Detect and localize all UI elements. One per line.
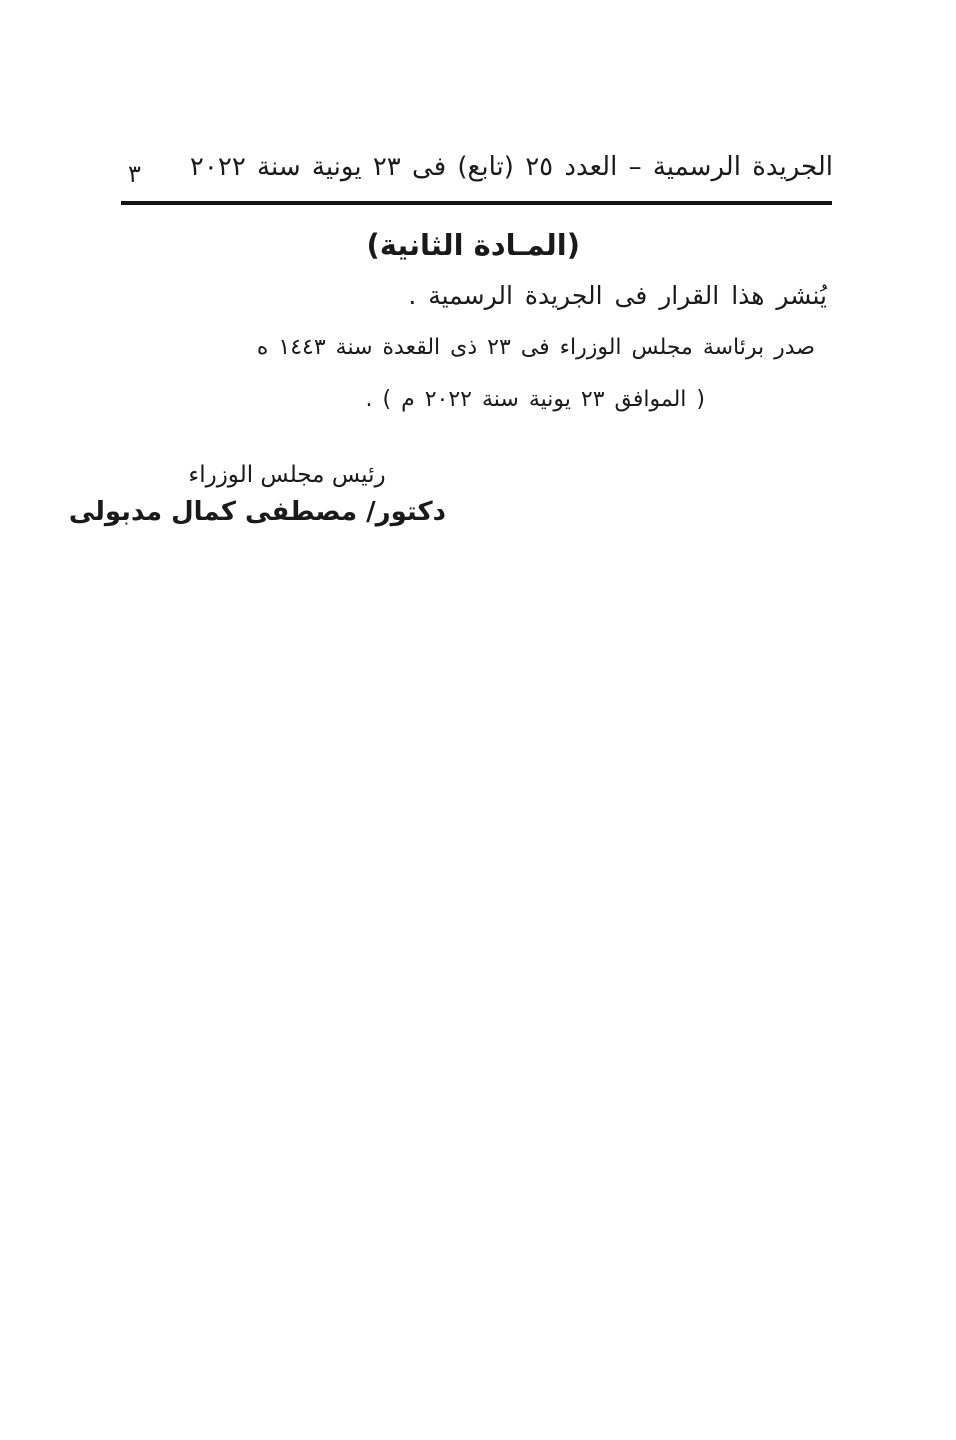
signature-title: رئيس مجلس الوزراء <box>188 462 386 488</box>
article-issued-line: صدر برئاسة مجلس الوزراء فى ٢٣ ذى القعدة سنة ١٤٤٣ ه <box>256 335 815 360</box>
gazette-header-line: الجريدة الرسمية – العدد ٢٥ (تابع) فى ٢٣ يونية سنة ٢٠٢٢ <box>189 152 833 182</box>
header-rule <box>121 201 832 205</box>
article-gregorian-date-line: ( الموافق ٢٣ يونية سنة ٢٠٢٢ م ) . <box>365 387 705 412</box>
page-number: ٣ <box>128 160 141 188</box>
signature-name: دكتور/ مصطفى كمال مدبولى <box>68 497 446 527</box>
article-heading: (المـادة الثانية) <box>366 228 580 262</box>
signature-block <box>68 462 446 527</box>
article-publish-line: يُنشر هذا القرار فى الجريدة الرسمية . <box>408 281 827 310</box>
